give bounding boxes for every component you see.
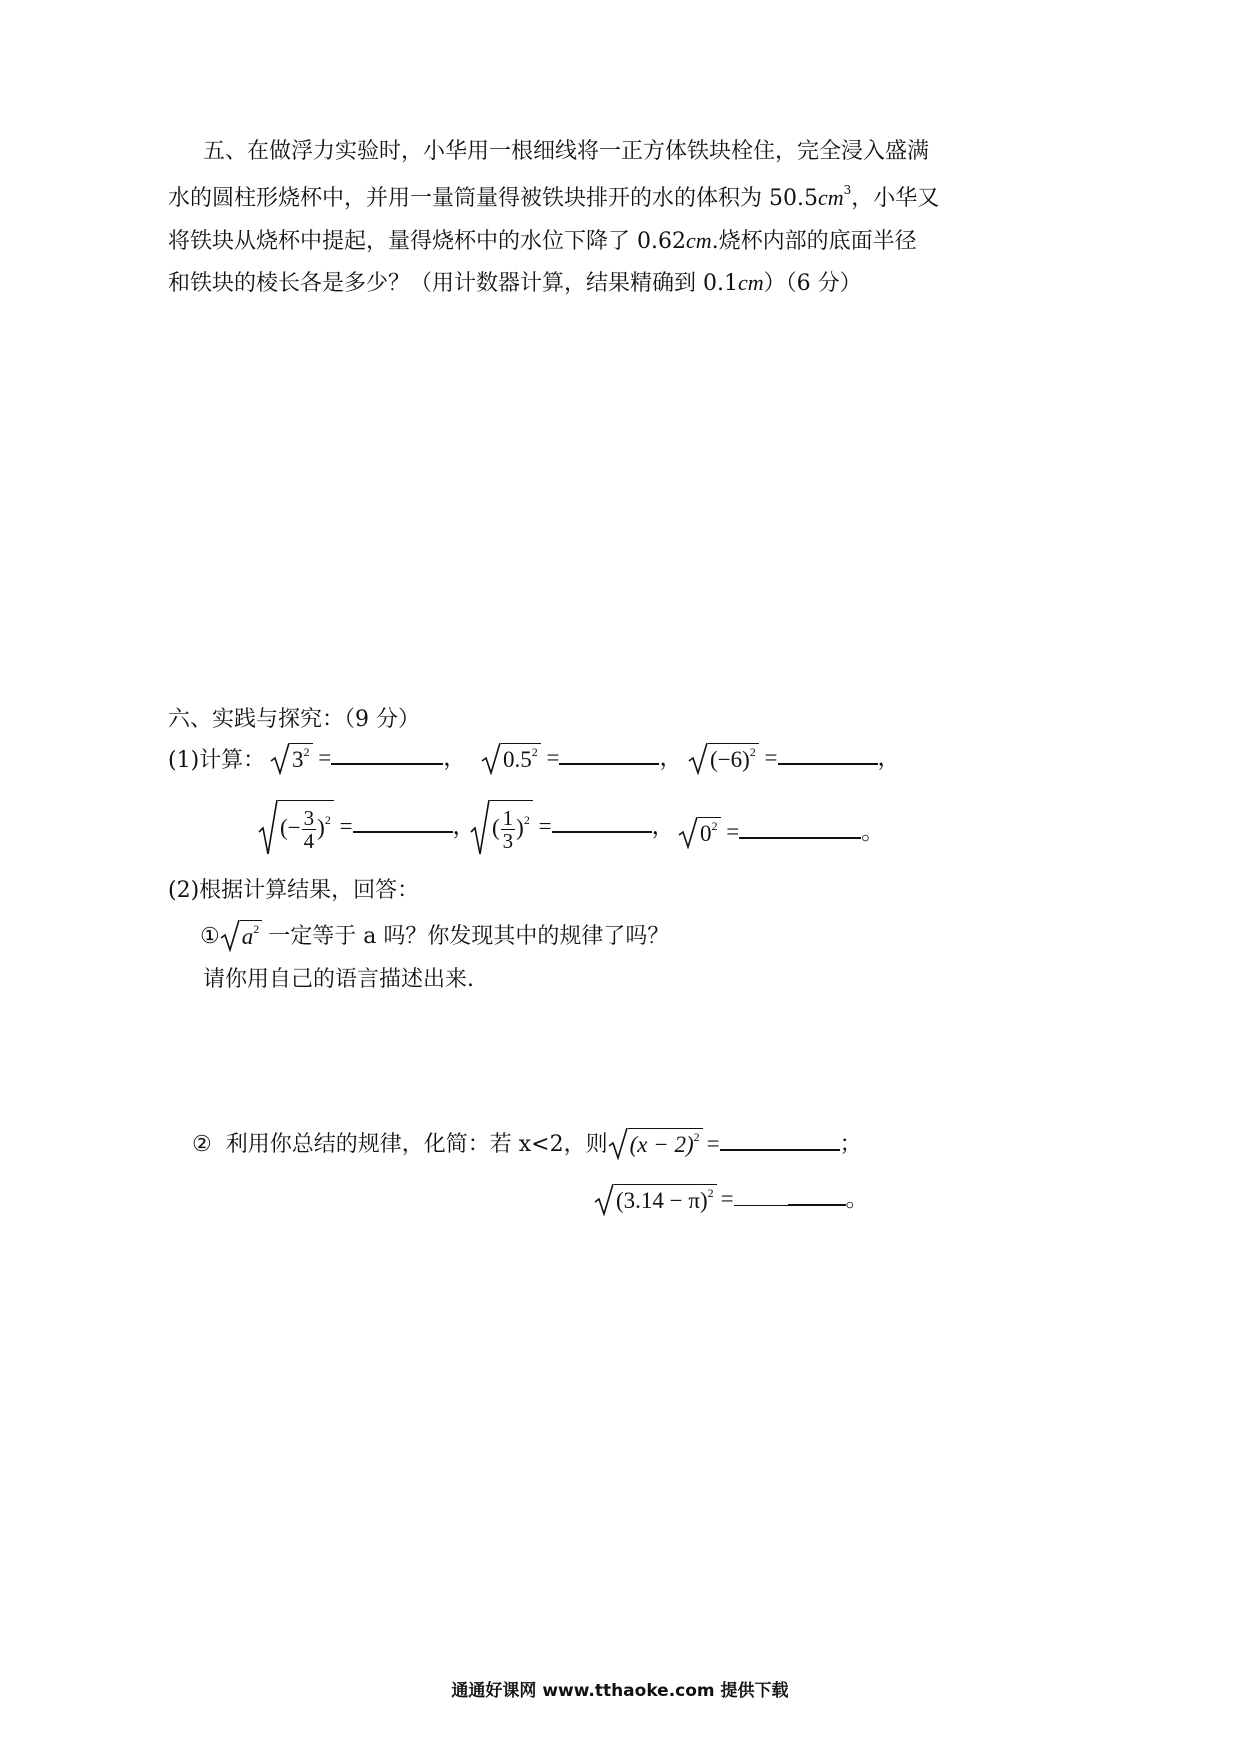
sqrt-sign [270,743,313,777]
equals-sign: = [726,819,740,844]
comma: ， [877,745,901,770]
equals-sign: = [720,1186,734,1211]
q6-part2-question-2 [192,1127,862,1162]
expr-3.14-minus-pi: (3.14 − π) [616,1187,708,1213]
q6-title-text: 六、实践与探究：（9 分） [168,707,420,732]
exponent: 2 [711,818,718,833]
sqrt-sign [481,743,541,777]
sqrt-sign [688,743,759,777]
q5-line-3 [168,226,917,257]
unit-cube-exponent: 3 [843,183,852,197]
paren-open: (− [280,815,301,840]
expr-sqrt-pi [594,1182,869,1218]
period: 。 [861,819,885,844]
expr-sqrt-0-squared [678,815,884,851]
exponent: 2 [693,1130,700,1144]
answer-blank-8a[interactable] [734,1183,788,1206]
comma: ， [651,813,675,839]
paren-close: ) [317,815,325,840]
comma: ， [659,745,683,770]
q5-line-3-tail: .烧杯内部的底面半径 [711,229,917,254]
answer-blank-7[interactable] [720,1127,840,1151]
expr-sqrt-neg-three-quarters-squared [258,800,476,856]
part2-label-text: (2)根据计算结果，回答： [168,878,420,903]
sqrt-sign [470,800,533,856]
answer-blank-2[interactable] [559,741,659,765]
expr-sqrt-neg6-squared [688,741,901,777]
q5-line-4 [168,268,862,299]
radicand: 0.5 [503,746,532,772]
numerator: 3 [303,806,315,831]
exponent: 2 [707,1185,714,1200]
exponent: 2 [324,813,331,827]
semicolon: ； [839,1132,862,1157]
answer-blank-1[interactable] [331,741,443,765]
q5-line-1 [203,137,929,167]
unit-cm: cm [685,228,712,253]
sqrt-a-squared [220,920,263,954]
exponent: 2 [303,744,310,759]
part1-label-text: (1)计算： [168,748,266,773]
expr-sqrt-one-third-squared [470,800,675,856]
q5-line-4-tail: ）（6 分） [763,271,862,296]
fraction-three-quarters [302,807,317,852]
question-1-text: 一定等于 a 吗？你发现其中的规律了吗？ [268,924,670,949]
paren-open: ( [492,815,500,840]
comma: ， [452,813,476,839]
denominator: 4 [303,829,315,854]
unit-cm: cm [737,270,764,295]
exponent: 2 [523,813,530,827]
numerator: 1 [502,806,514,831]
exponent: 2 [531,744,538,759]
question-2-text: 利用你总结的规律，化简：若 x<2，则 [225,1132,608,1157]
fraction-one-third [501,807,516,852]
expr-sqrt-3-squared [270,741,466,777]
answer-blank-4[interactable] [353,809,453,833]
q5-line-2-tail: ，小华又 [851,186,940,211]
q5-line-4-text: 和铁块的棱长各是多少？（用计数器计算，结果精确到 0.1 [168,271,738,296]
equals-sign: = [538,813,552,839]
q5-line-2-text: 水的圆柱形烧杯中，并用一量筒量得被铁块排开的水的体积为 50.5 [168,186,818,211]
variable-a: a [241,924,254,949]
expr-sqrt-0.5-squared [481,741,682,777]
exponent: 2 [749,744,756,759]
expr-x-minus-2: (x − 2) [629,1132,694,1157]
unit-cm: cm [817,185,844,210]
answer-blank-8b[interactable] [788,1182,846,1206]
equals-sign: = [706,1131,720,1156]
answer-blank-6[interactable] [739,815,861,839]
answer-blank-3[interactable] [778,741,878,765]
denominator: 3 [502,829,514,854]
equals-sign: = [764,745,778,770]
circled-number-1: ① [200,924,220,949]
equals-sign: = [318,745,332,770]
q5-line-1-text: 五、在做浮力实验时，小华用一根细线将一正方体铁块栓住，完全浸入盛满 [203,139,930,164]
answer-blank-5[interactable] [552,809,652,833]
sqrt-x-minus-2-squared [608,1128,703,1162]
exponent: 2 [253,922,260,936]
sqrt-sign [678,817,721,851]
radicand: (−6) [710,746,750,772]
page-footer: 通通好课网 www.tthaoke.com 提供下载 [451,1681,789,1701]
circled-number-2: ② [192,1132,212,1157]
q6-part2-question-1b [203,965,474,995]
equals-sign: = [546,745,560,770]
comma: ， [443,745,467,770]
q6-title [168,705,420,735]
equals-sign: = [339,813,353,839]
q6-part2-label [168,876,419,906]
q5-line-3-text: 将铁块从烧杯中提起，量得烧杯中的水位下降了 0.62 [168,229,686,254]
paren-close: ) [516,815,524,840]
radicand: 3 [292,746,304,772]
q6-part1-label [168,746,265,776]
period: 。 [845,1186,869,1211]
q5-line-2 [168,183,939,216]
question-1-text-2: 请你用自己的语言描述出来. [203,967,474,992]
radicand: 0 [700,820,712,846]
sqrt-3.14-minus-pi-squared [594,1184,717,1218]
q6-part2-question-1 [200,920,669,954]
sqrt-sign [258,800,334,856]
